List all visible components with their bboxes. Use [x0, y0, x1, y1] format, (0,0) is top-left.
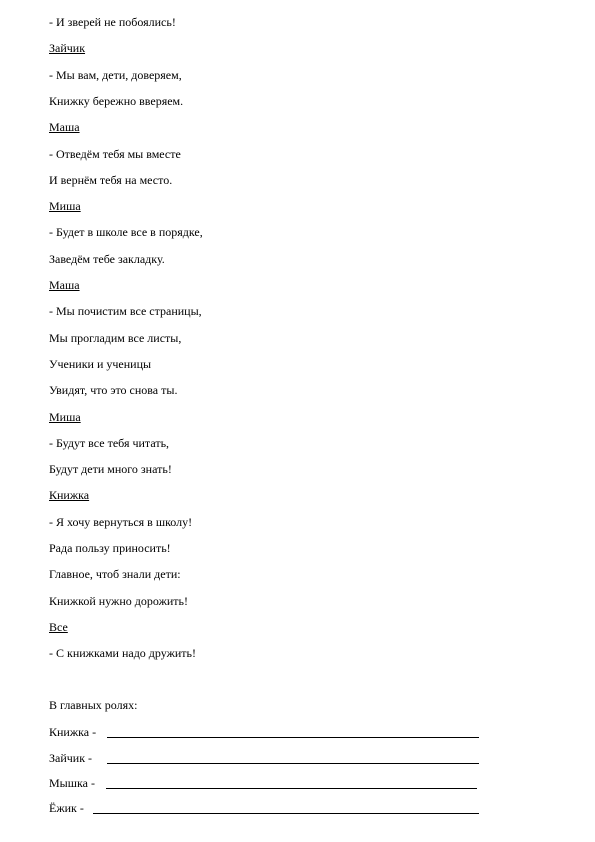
dialogue-line: - И зверей не побоялись! — [49, 15, 176, 29]
dialogue-line: Рада пользу приносить! — [49, 541, 171, 555]
dialogue-line: Мы прогладим все листы, — [49, 330, 182, 345]
dialogue-line: Ученики и ученицы — [49, 356, 152, 371]
dialogue-line: Будут дети много знать! — [49, 462, 172, 477]
cast-role-label: Мышка - — [49, 776, 95, 790]
dialogue-line: Книжку бережно вверяем. — [49, 93, 184, 108]
dialogue-line: - С книжками надо дружить! — [49, 646, 197, 661]
dialogue-line: - Я хочу вернуться в школу! — [49, 514, 193, 529]
dialogue-line: - Мы вам, дети, доверяем, — [49, 67, 182, 82]
speaker-name: Все — [49, 619, 68, 634]
dialogue-line: - Будут все тебя читать, — [49, 435, 170, 450]
speaker-name: Маша — [49, 278, 80, 292]
cast-role-label: Ёжик - — [49, 801, 84, 815]
speaker-name: Маша — [49, 120, 80, 135]
dialogue-line: Заведём тебе закладку. — [49, 251, 165, 266]
speaker-name: Зайчик — [49, 41, 86, 56]
cast-role-label: Книжка - — [49, 725, 97, 739]
speaker-name: Книжка — [49, 488, 90, 503]
cast-heading: В главных ролях: — [49, 698, 138, 712]
cast-name-blank[interactable] — [106, 788, 477, 789]
cast-name-blank[interactable] — [107, 763, 479, 764]
dialogue-line: Увидят, что это снова ты. — [49, 383, 178, 398]
speaker-name: Миша — [49, 409, 81, 424]
speaker-name: Миша — [49, 199, 81, 214]
cast-name-blank[interactable] — [107, 737, 479, 738]
cast-role-label: Зайчик - — [49, 751, 93, 765]
dialogue-line: - Будет в школе все в порядке, — [49, 225, 203, 240]
dialogue-line: - Отведём тебя мы вместе — [49, 146, 181, 161]
dialogue-line: - Мы почистим все страницы, — [49, 304, 202, 319]
cast-name-blank[interactable] — [93, 813, 479, 814]
dialogue-line: Главное, чтоб знали дети: — [49, 567, 181, 582]
dialogue-line: Книжкой нужно дорожить! — [49, 593, 188, 608]
dialogue-line: И вернём тебя на место. — [49, 172, 173, 187]
